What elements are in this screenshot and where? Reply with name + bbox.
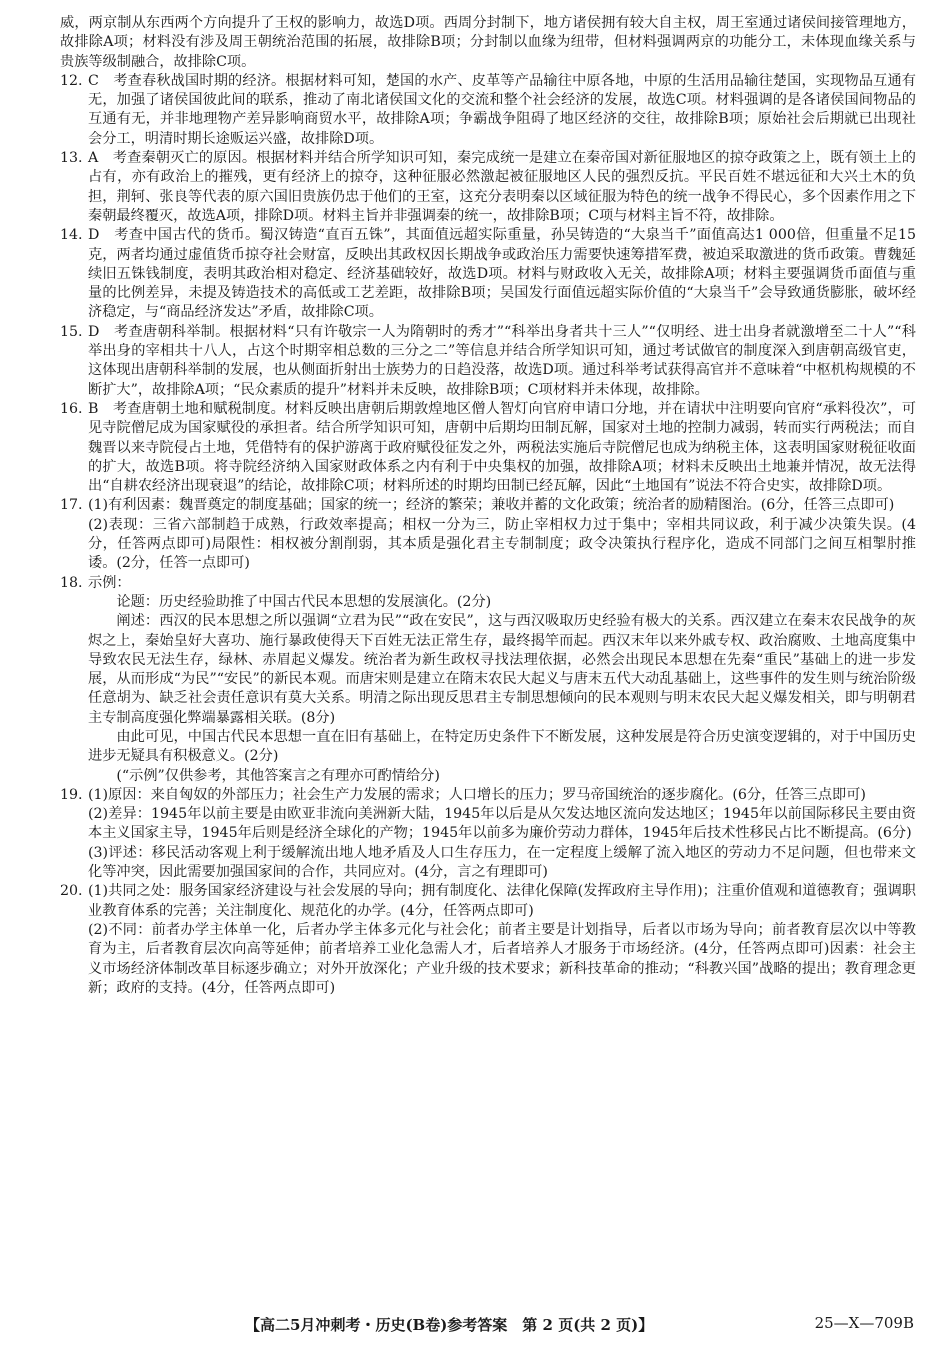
answer-17: [60, 496, 916, 573]
answer-14: [60, 226, 916, 322]
answer-20-part-2: (2)不同：前者办学主体单一化，后者办学主体多元化与社会化；前者主要是计划指导，后者以市场为导向；前者教育层次以中等教育为主，后者教育层次向高等延伸；前者培养工业化急需人才，后者培养人才服务于市场经济。(4分，任答两点即可)因素：社会主义市场经济体制改革目标逐步确立；对外开放深化；产业升级的技术要求；新科技革命的推动；“科教兴国”战略的提出；教育理念更新；政府的支持。(4分，任答两点即可): [88, 921, 916, 996]
question-number: 13.: [60, 150, 83, 167]
answer-18: [60, 574, 916, 786]
answer-19: [60, 786, 916, 882]
answer-content: [60, 14, 916, 998]
scoring-note: (“示例”仅供参考，其他答案言之有理亦可酌情给分): [116, 767, 440, 784]
essay-thesis: 论题：历史经验助推了中国古代民本思想的发展演化。(2分): [116, 593, 492, 610]
carryover-paragraph: 威，两京制从东西两个方向提升了王权的影响力，故选D项。西周分封制下，地方诸侯拥有较大自主权，周王室通过诸侯间接管理地方，故排除A项；材料没有涉及周王朝统治范围的拓展，故排除B项；分封制以血缘为纽带，但材料强调两京的功能分工，未体现血缘关系与贵族等级制融合，故排除C项。: [60, 15, 916, 70]
question-number: 19.: [60, 786, 83, 803]
question-number: 18.: [60, 574, 83, 591]
essay-body: 阐述：西汉的民本思想之所以强调“立君为民”“政在安民”，这与西汉吸取历史经验有极大的关系。西汉建立在秦末农民战争的灰烬之上，秦始皇好大喜功、施行暴政使得天下百姓无法正常生存，最终揭竿而起。西汉末年以来外戚专权、政治腐败、土地高度集中导致农民无法生存，绿林、赤眉起义爆发。统治者为新生政权寻找法理依据，必然会出现民本思想在先秦“重民”基础上的进一步发展，从而形成“为民”“安民”的新民本观。而唐宋则是建立在隋末农民大起义与唐末五代大动乱基础上，这些事件的发生则与统治阶级任意胡为、缺乏社会责任意识有莫大关系。明清之际出现反思君主专制思想倾向的民本观则与明末农民大起义爆发相关，即与明朝君主专制高度强化弊端暴露相关联。(8分): [88, 613, 916, 726]
answer-text: A 考查秦朝灭亡的原因。根据材料并结合所学知识可知，秦完成统一是建立在秦帝国对新征服地区的掠夺政策之上，既有领土上的占有，亦有政治上的摧残，更有经济上的掠夺，这种征服必然激起被征服地区人民的强烈反抗。平民百姓不堪远征和大兴土木的负担，荆轲、张良等代表的原六国旧贵族仍忠于他们的王室，这充分表明秦以区域征服为特色的统一战争不得民心，多个因素作用之下秦朝最终覆灭，故选A项，排除D项。材料主旨并非强调秦的统一，故排除B项；C项与材料主旨不符，故排除。: [88, 150, 916, 224]
answer-text: C 考查春秋战国时期的经济。根据材料可知，楚国的水产、皮革等产品输往中原各地，中原的生活用品输往楚国，实现物品互通有无，加强了诸侯国彼此间的联系，推动了南北诸侯国文化的交流和整个社会经济的发展，故选C项。材料强调的是各诸侯国间物品的互通有无，并非地理物产差异影响商贸水平，故排除A项；争霸战争阻碍了地区经济的交往，故排除B项；原始社会后期就已出现社会分工，明清时期长途贩运兴盛，故排除D项。: [88, 72, 916, 147]
footer-title: 【高二5月冲刺考・历史(B卷)参考答案 第 2 页(共 2 页)】: [245, 1316, 654, 1334]
question-number: 14.: [60, 227, 83, 244]
answer-13: [60, 149, 916, 226]
answer-20: [60, 882, 916, 998]
question-number: 15.: [60, 323, 83, 340]
essay-conclusion: 由此可见，中国古代民本思想一直在旧有基础上，在特定历史条件下不断发展，这种发展是符合历史演变逻辑的，对于中国历史进步无疑具有积极意义。(2分): [88, 728, 916, 765]
question-number: 20.: [60, 883, 83, 900]
answer-20-part-1: (1)共同之处：服务国家经济建设与社会发展的导向；拥有制度化、法律化保障(发挥政府主导作用)；注重价值观和道德教育；强调职业教育体系的完善；关注制度化、规范化的办学。(4分，任答两点即可): [88, 883, 916, 919]
question-number: 16.: [60, 400, 83, 417]
answer-19-part-1: (1)原因：来自匈奴的外部压力；社会生产力发展的需求；人口增长的压力；罗马帝国统治的逐步腐化。(6分，任答三点即可): [88, 786, 866, 803]
answer-text: D 考查唐朝科举制。根据材料“只有许敬宗一人为隋朝时的秀才”“科举出身者共十三人”“仅明经、进士出身者就激增至二十人”“科举出身的宰相共十八人，占这个时期宰相总数的三分之二”等信息并结合所学知识可知，通过考试做官的制度深入到唐朝高级官吏，这体现出唐朝科举制的发展，也从侧面折射出士族势力的日趋没落，故选D项。通过科举考试获得高官并不意味着“中枢机构规模的不断扩大”，故排除A项；“民众素质的提升”材料并未反映，故排除B项；C项材料并未体现，故排除。: [88, 323, 916, 398]
answer-text: B 考查唐朝土地和赋税制度。材料反映出唐朝后期敦煌地区僧人智灯向官府申请口分地，并在请状中注明要向官府“承料役次”，可见寺院僧尼成为国家赋役的承担者。结合所学知识可知，唐朝中后期均田制瓦解，国家对土地的控制力减弱，转而实行两税法；而自魏晋以来寺院侵占土地，凭借特有的保护游离于政府赋役征发之外，两税法实施后寺院僧尼也成为纳税主体，这表明国家财税征收面的扩大，故选B项。将寺院经济纳入国家财政体系之内有利于中央集权的加强，故排除A项；材料未反映出土地兼并情况，故无法得出“自耕农经济出现衰退”的结论，故排除C项；材料所述的时期均田制已经瓦解，因此“土地国有”说法不符合史实，故排除D项。: [88, 400, 916, 495]
answer-15: [60, 323, 916, 400]
answer-16: [60, 400, 916, 496]
example-label: 示例：: [88, 574, 131, 591]
answer-17-part-2: (2)表现：三省六部制趋于成熟，行政效率提高；相权一分为三，防止宰相权力过于集中；宰相共同议政，利于减少决策失误。(4分，任答两点即可)局限性：相权被分割削弱，其本质是强化君主专制制度；政令决策执行程序化，造成不同部门之间互相掣肘推诿。(2分，任答一点即可): [88, 516, 916, 572]
answer-text: D 考查中国古代的货币。蜀汉铸造“直百五铢”，其面值远超实际重量，孙吴铸造的“大泉当千”面值高达1 000倍，但重量不足15克，两者均通过虚值货币掠夺社会财富，反映出其政权因长期战争或政治压力需要快速筹措军费，被迫采取激进的货币政策。曹魏延续旧五铢钱制度，表明其政治相对稳定、经济基础较好，故选D项。材料与财政收入无关，故排除A项；材料主要强调货币面值与重量的比例差异，未提及铸造技术的高低或工艺差距，故排除B项；吴国发行面值远超实际价值的“大泉当千”会导致通货膨胀，破坏经济稳定，与“商品经济发达”矛盾，故排除C项。: [88, 227, 916, 321]
answer-19-part-3: (3)评述：移民活动客观上利于缓解流出地人地矛盾及人口生存压力，在一定程度上缓解了流入地区的劳动力不足问题，但也带来文化等冲突，因此需要加强国家间的合作，共同应对。(4分，言之有理即可): [88, 844, 916, 881]
answer-19-part-2: (2)差异：1945年以前主要是由欧亚非流向美洲新大陆，1945年以后是从欠发达地区流向发达地区；1945年以前国际移民主要由资本主义国家主导，1945年后则是经济全球化的产物；1945年以前多为廉价劳动力群体，1945年后技术性移民占比不断提高。(6分): [88, 806, 916, 842]
page-footer: [0, 1314, 950, 1338]
answer-17-part-1: (1)有利因素：魏晋奠定的制度基础；国家的统一；经济的繁荣；兼收并蓄的文化政策；统治者的励精图治。(6分，任答三点即可): [88, 497, 895, 514]
question-number: 12.: [60, 72, 83, 89]
footer-code: 25—X—709B: [814, 1314, 914, 1332]
question-number: 17.: [60, 497, 83, 514]
answer-12: [60, 72, 916, 149]
